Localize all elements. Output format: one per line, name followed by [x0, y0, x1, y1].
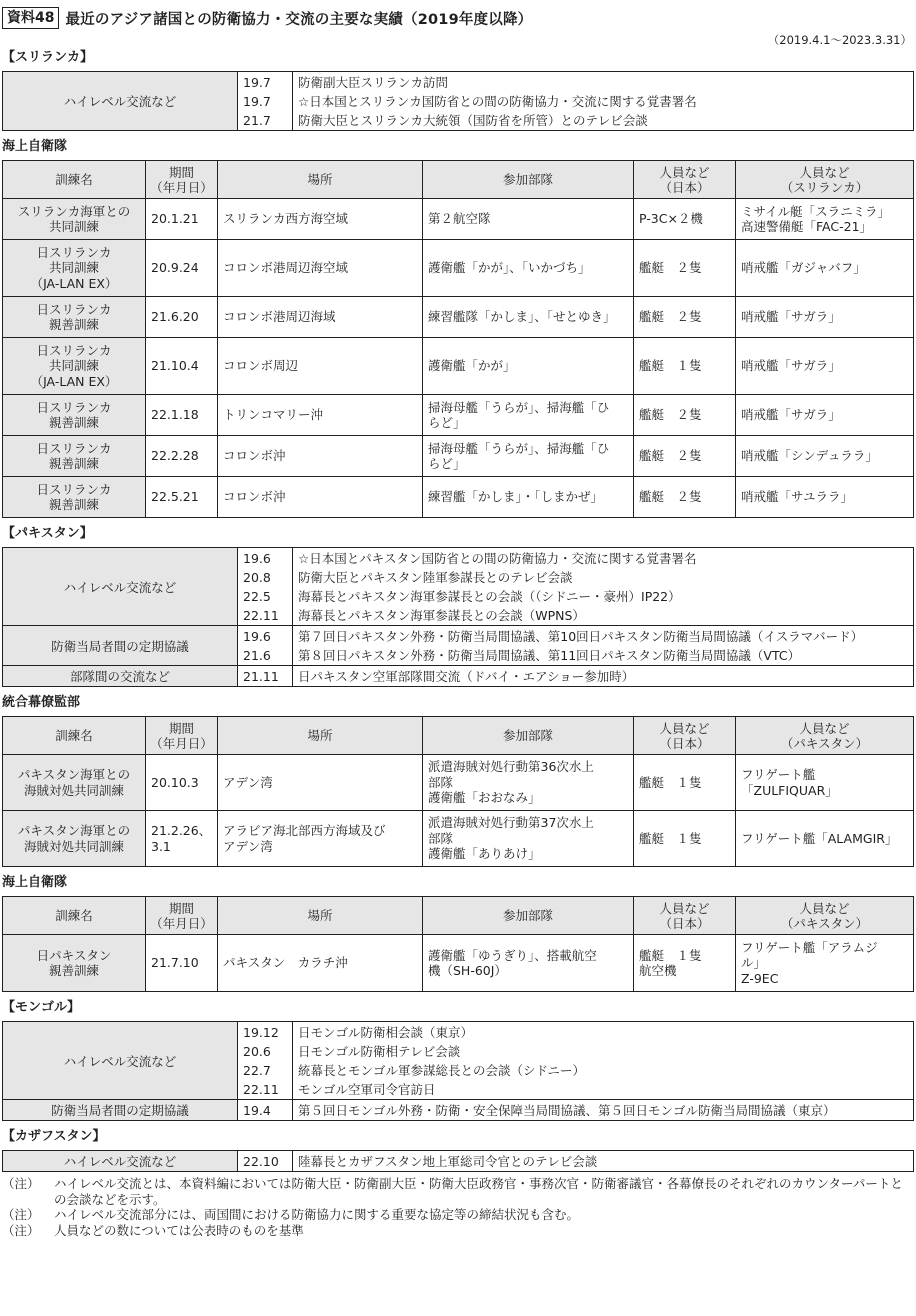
personnel-partner: フリゲート艦「アラムジ ル」 Z-9EC [736, 935, 914, 992]
column-header: 場所 [218, 897, 423, 935]
personnel-japan: 艦艇 １隻 [634, 338, 736, 395]
personnel-japan: P-3C×２機 [634, 199, 736, 240]
mongolia-exchange-table [2, 1021, 914, 1121]
column-header: 参加部隊 [423, 717, 634, 755]
training-date: 22.5.21 [146, 477, 218, 518]
note-text: ハイレベル交流とは、本資料編においては防衛大臣・防衛副大臣・防衛大臣政務官・事務次官・防衛審議官・各幕僚長のそれぞれのカウンターパートとの会談などを示す。 [54, 1176, 903, 1207]
event: 海幕長とパキスタン海軍参謀長との会談（（シドニー・豪州）IP22） [298, 588, 681, 604]
notes [2, 1176, 914, 1238]
participating-units: 掃海母艦「うらが」、掃海艦「ひ らど」 [423, 395, 634, 436]
training-date: 20.9.24 [146, 240, 218, 297]
column-header: 訓練名 [3, 717, 146, 755]
participating-units: 練習艦隊「かしま」、「せとゆき」 [423, 297, 634, 338]
event: 陸幕長とカザフスタン地上軍総司令官とのテレビ会談 [298, 1153, 598, 1169]
event: モンゴル空軍司令官訪日 [298, 1081, 436, 1097]
column-header: 期間 （年月日） [146, 161, 218, 199]
note [2, 1176, 914, 1207]
row-label-regular-talks: 防衛当局者間の定期協議 [3, 1100, 238, 1121]
events-cell [293, 626, 914, 666]
personnel-partner: 哨戒艦「サガラ」 [736, 338, 914, 395]
column-header: 人員など （スリランカ） [736, 161, 914, 199]
participating-units: 派遣海賊対処行動第37次水上 部隊 護衛艦「ありあけ」 [423, 811, 634, 867]
training-date: 21.10.4 [146, 338, 218, 395]
table-row [3, 935, 914, 992]
training-date: 22.1.18 [146, 395, 218, 436]
training-date: 21.7.10 [146, 935, 218, 992]
personnel-partner: フリゲート艦 「ZULFIQUAR」 [736, 755, 914, 811]
column-header: 人員など （パキスタン） [736, 717, 914, 755]
date-range: （2019.4.1～2023.3.31） [767, 33, 912, 47]
sri-lanka-training-table [2, 160, 914, 518]
participating-units: 掃海母艦「うらが」、掃海艦「ひ らど」 [423, 436, 634, 477]
participating-units: 護衛艦「かが」 [423, 338, 634, 395]
column-header: 期間 （年月日） [146, 717, 218, 755]
sri-lanka-exchange-table [2, 71, 914, 131]
personnel-partner: フリゲート艦「ALAMGIR」 [736, 811, 914, 867]
table-row [3, 811, 914, 867]
page-title: 最近のアジア諸国との防衛協力・交流の主要な実績（2019年度以降） [65, 11, 533, 28]
column-header: 人員など （日本） [634, 897, 736, 935]
column-header: 場所 [218, 717, 423, 755]
training-name: 日スリランカ 親善訓練 [3, 297, 146, 338]
table-row [3, 477, 914, 518]
participating-units: 護衛艦「ゆうぎり」、搭載航空 機（SH-60J） [423, 935, 634, 992]
training-date: 21.6.20 [146, 297, 218, 338]
events-cell [293, 1151, 914, 1172]
training-name: 日スリランカ 親善訓練 [3, 395, 146, 436]
year: 19.12 [243, 1024, 279, 1040]
event: 第５回日モンゴル外務・防衛・安全保障当局間協議、第５回日モンゴル防衛当局間協議（東京） [298, 1102, 836, 1118]
participating-units: 第２航空隊 [423, 199, 634, 240]
section-heading-msdf: 海上自衛隊 [2, 875, 68, 890]
table-row [3, 755, 914, 811]
years-cell [238, 1022, 293, 1100]
personnel-japan: 艦艇 １隻 [634, 811, 736, 867]
note-mark: （注） [2, 1176, 40, 1191]
row-label-high-level: ハイレベル交流など [3, 1022, 238, 1100]
year: 21.6 [243, 647, 271, 663]
year: 19.6 [243, 628, 271, 644]
events-cell [293, 72, 914, 131]
year: 22.7 [243, 1062, 271, 1078]
event: 海幕長とパキスタン海軍参謀長との会談（WPNS） [298, 607, 585, 623]
column-header: 場所 [218, 161, 423, 199]
training-location: パキスタン カラチ沖 [218, 935, 423, 992]
row-label-regular-talks: 防衛当局者間の定期協議 [3, 626, 238, 666]
year: 22.5 [243, 588, 271, 604]
event: ☆日本国とスリランカ国防省との間の防衛協力・交流に関する覚書署名 [298, 93, 697, 109]
years-cell [238, 548, 293, 626]
event: 日モンゴル防衛相テレビ会談 [298, 1043, 461, 1059]
document-page [2, 6, 914, 1238]
note-mark: （注） [2, 1222, 40, 1238]
training-name: 日スリランカ 共同訓練 （JA-LAN EX） [3, 338, 146, 395]
training-date: 22.2.28 [146, 436, 218, 477]
year: 19.4 [243, 1102, 271, 1118]
training-location: コロンボ沖 [218, 436, 423, 477]
row-label-high-level: ハイレベル交流など [3, 548, 238, 626]
event: 日パキスタン空軍部隊間交流（ドバイ・エアショー参加時） [298, 668, 635, 684]
training-name: パキスタン海軍との 海賊対処共同訓練 [3, 755, 146, 811]
section-heading-joint-staff: 統合幕僚監部 [2, 695, 81, 710]
section-heading-msdf: 海上自衛隊 [2, 139, 68, 154]
personnel-partner: 哨戒艦「サガラ」 [736, 297, 914, 338]
personnel-japan: 艦艇 ２隻 [634, 240, 736, 297]
event: 第８回日パキスタン外務・防衛当局間協議、第11回日パキスタン防衛当局間協議（VTC） [298, 647, 801, 663]
year: 22.11 [243, 607, 279, 623]
training-date: 20.1.21 [146, 199, 218, 240]
table-row [3, 297, 914, 338]
training-location: トリンコマリー沖 [218, 395, 423, 436]
personnel-partner: 哨戒艦「サガラ」 [736, 395, 914, 436]
section-heading-pakistan: 【パキスタン】 [2, 526, 93, 541]
pakistan-msdf-training-rows [3, 935, 914, 992]
event: 統幕長とモンゴル軍参謀総長との会談（シドニー） [298, 1062, 586, 1078]
year: 22.10 [243, 1153, 279, 1169]
training-location: アラビア海北部西方海域及び アデン湾 [218, 811, 423, 867]
personnel-japan: 艦艇 ２隻 [634, 395, 736, 436]
section-heading-sri-lanka: 【スリランカ】 [2, 50, 94, 65]
year: 21.11 [243, 668, 279, 684]
table-row [3, 240, 914, 297]
pakistan-joint-training-table [2, 716, 914, 867]
events-cell [293, 548, 914, 626]
personnel-partner: ミサイル艇「スラニミラ」 高速警備艇「FAC-21」 [736, 199, 914, 240]
training-location: コロンボ港周辺海空域 [218, 240, 423, 297]
year: 21.7 [243, 112, 271, 128]
years-cell [238, 666, 293, 687]
participating-units: 練習艦「かしま」・「しまかぜ」 [423, 477, 634, 518]
table-header-row [3, 161, 914, 199]
document-number-badge: 資料48 [2, 7, 59, 29]
event: 防衛大臣とスリランカ大統領（国防省を所管）とのテレビ会談 [298, 112, 648, 128]
year: 20.6 [243, 1043, 271, 1059]
training-location: コロンボ周辺 [218, 338, 423, 395]
column-header: 人員など （パキスタン） [736, 897, 914, 935]
pakistan-joint-training-rows [3, 755, 914, 867]
training-name: 日スリランカ 共同訓練 （JA-LAN EX） [3, 240, 146, 297]
personnel-japan: 艦艇 １隻 [634, 755, 736, 811]
training-location: コロンボ港周辺海域 [218, 297, 423, 338]
year: 20.8 [243, 569, 271, 585]
table-row [3, 436, 914, 477]
years-cell [238, 72, 293, 131]
table-header-row [3, 717, 914, 755]
personnel-japan: 艦艇 ２隻 [634, 477, 736, 518]
years-cell [238, 1100, 293, 1121]
table-header-row [3, 897, 914, 935]
training-name: 日スリランカ 親善訓練 [3, 477, 146, 518]
note-text: 人員などの数については公表時のものを基準 [54, 1222, 304, 1238]
row-label-high-level: ハイレベル交流など [3, 1151, 238, 1172]
year: 19.7 [243, 93, 271, 109]
events-cell [293, 1100, 914, 1121]
year: 19.7 [243, 74, 271, 90]
note [2, 1223, 914, 1239]
kazakhstan-exchange-table [2, 1150, 914, 1172]
row-label-unit-exchange: 部隊間の交流など [3, 666, 238, 687]
table-row [3, 338, 914, 395]
pakistan-exchange-table [2, 547, 914, 687]
sri-lanka-training-rows [3, 199, 914, 518]
column-header: 訓練名 [3, 897, 146, 935]
year: 22.11 [243, 1081, 279, 1097]
event: 防衛大臣とパキスタン陸軍参謀長とのテレビ会談 [298, 569, 573, 585]
event: ☆日本国とパキスタン国防省との間の防衛協力・交流に関する覚書署名 [298, 550, 697, 566]
row-label-high-level: ハイレベル交流など [3, 72, 238, 131]
personnel-partner: 哨戒艦「シンデュララ」 [736, 436, 914, 477]
training-date: 20.10.3 [146, 755, 218, 811]
participating-units: 護衛艦「かが」、「いかづち」 [423, 240, 634, 297]
personnel-japan: 艦艇 ２隻 [634, 297, 736, 338]
note-text: ハイレベル交流部分には、両国間における防衛協力に関する重要な協定等の締結状況も含む。 [54, 1207, 580, 1222]
column-header: 人員など （日本） [634, 717, 736, 755]
participating-units: 派遣海賊対処行動第36次水上 部隊 護衛艦「おおなみ」 [423, 755, 634, 811]
event: 防衛副大臣スリランカ訪問 [298, 74, 449, 90]
column-header: 期間 （年月日） [146, 897, 218, 935]
column-header: 訓練名 [3, 161, 146, 199]
years-cell [238, 626, 293, 666]
training-location: コロンボ沖 [218, 477, 423, 518]
training-name: 日パキスタン 親善訓練 [3, 935, 146, 992]
personnel-partner: 哨戒艦「ガジャバフ」 [736, 240, 914, 297]
year: 19.6 [243, 550, 271, 566]
column-header: 人員など （日本） [634, 161, 736, 199]
table-row [3, 395, 914, 436]
personnel-japan: 艦艇 ２隻 [634, 436, 736, 477]
training-name: パキスタン海軍との 海賊対処共同訓練 [3, 811, 146, 867]
training-name: スリランカ海軍との 共同訓練 [3, 199, 146, 240]
pakistan-msdf-training-table [2, 896, 914, 992]
title-row [2, 6, 914, 30]
note-mark: （注） [2, 1207, 40, 1222]
section-heading-kazakhstan: 【カザフスタン】 [2, 1129, 106, 1144]
personnel-partner: 哨戒艦「サユララ」 [736, 477, 914, 518]
events-cell [293, 666, 914, 687]
years-cell [238, 1151, 293, 1172]
personnel-japan: 艦艇 １隻 航空機 [634, 935, 736, 992]
column-header: 参加部隊 [423, 897, 634, 935]
table-row [3, 199, 914, 240]
note [2, 1207, 914, 1223]
event: 第７回日パキスタン外務・防衛当局間協議、第10回日パキスタン防衛当局間協議（イスラマバード） [298, 628, 864, 644]
training-location: スリランカ西方海空域 [218, 199, 423, 240]
training-date: 21.2.26、 3.1 [146, 811, 218, 867]
training-location: アデン湾 [218, 755, 423, 811]
section-heading-mongolia: 【モンゴル】 [2, 1000, 81, 1015]
column-header: 参加部隊 [423, 161, 634, 199]
events-cell [293, 1022, 914, 1100]
event: 日モンゴル防衛相会談（東京） [298, 1024, 474, 1040]
training-name: 日スリランカ 親善訓練 [3, 436, 146, 477]
